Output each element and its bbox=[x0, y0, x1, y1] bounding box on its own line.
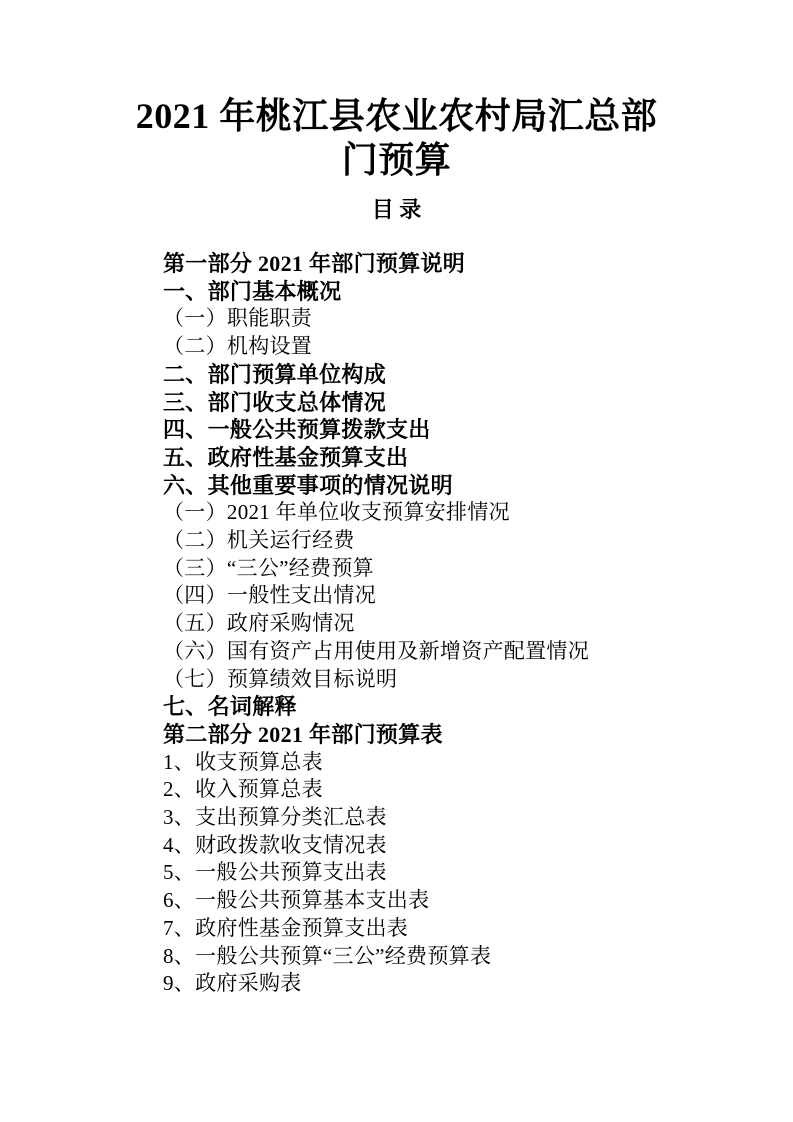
toc-item: 9、政府采购表 bbox=[163, 971, 302, 996]
toc-item: 第一部分 2021 年部门预算说明 bbox=[163, 251, 466, 276]
toc-item: 一、部门基本概况 bbox=[163, 278, 342, 304]
toc-item: 1、收支预算总表 bbox=[163, 749, 323, 774]
toc-item: 3、支出预算分类汇总表 bbox=[163, 805, 387, 830]
toc-item: （二）机构设置 bbox=[163, 334, 313, 359]
toc-item: （一）2021 年单位收支预算安排情况 bbox=[163, 500, 510, 525]
toc-item: 第二部分 2021 年部门预算表 bbox=[163, 721, 443, 747]
toc-item: 七、名词解释 bbox=[163, 694, 297, 720]
document-title: 2021 年桃江县农业农村局汇总部门预算 bbox=[135, 96, 658, 180]
toc-item: （五）政府采购情况 bbox=[163, 611, 355, 636]
toc-item: 5、一般公共预算支出表 bbox=[163, 860, 387, 885]
toc-heading: 目 录 bbox=[371, 197, 422, 222]
toc-item: （七）预算绩效目标说明 bbox=[163, 666, 398, 691]
toc-item: 6、一般公共预算基本支出表 bbox=[163, 888, 430, 913]
toc-item: （三）“三公”经费预算 bbox=[163, 555, 374, 580]
toc-item: （二）机关运行经费 bbox=[163, 528, 355, 553]
toc-item: 7、政府性基金预算支出表 bbox=[163, 915, 409, 940]
toc-item: 五、政府性基金预算支出 bbox=[163, 444, 409, 470]
toc-item: 4、财政拨款收支情况表 bbox=[163, 832, 387, 857]
toc-item: 四、一般公共预算拨款支出 bbox=[163, 417, 431, 443]
toc-item: 三、部门收支总体情况 bbox=[163, 389, 387, 415]
toc-item: （一）职能职责 bbox=[163, 306, 313, 331]
toc-item: 二、部门预算单位构成 bbox=[163, 361, 387, 387]
toc-item: 六、其他重要事项的情况说明 bbox=[163, 472, 453, 498]
toc-item: 8、一般公共预算“三公”经费预算表 bbox=[163, 943, 492, 968]
toc-item: （六）国有资产占用使用及新增资产配置情况 bbox=[163, 638, 589, 663]
toc-item: 2、收入预算总表 bbox=[163, 777, 323, 802]
toc-list bbox=[163, 250, 793, 998]
toc-item: （四）一般性支出情况 bbox=[163, 583, 376, 608]
